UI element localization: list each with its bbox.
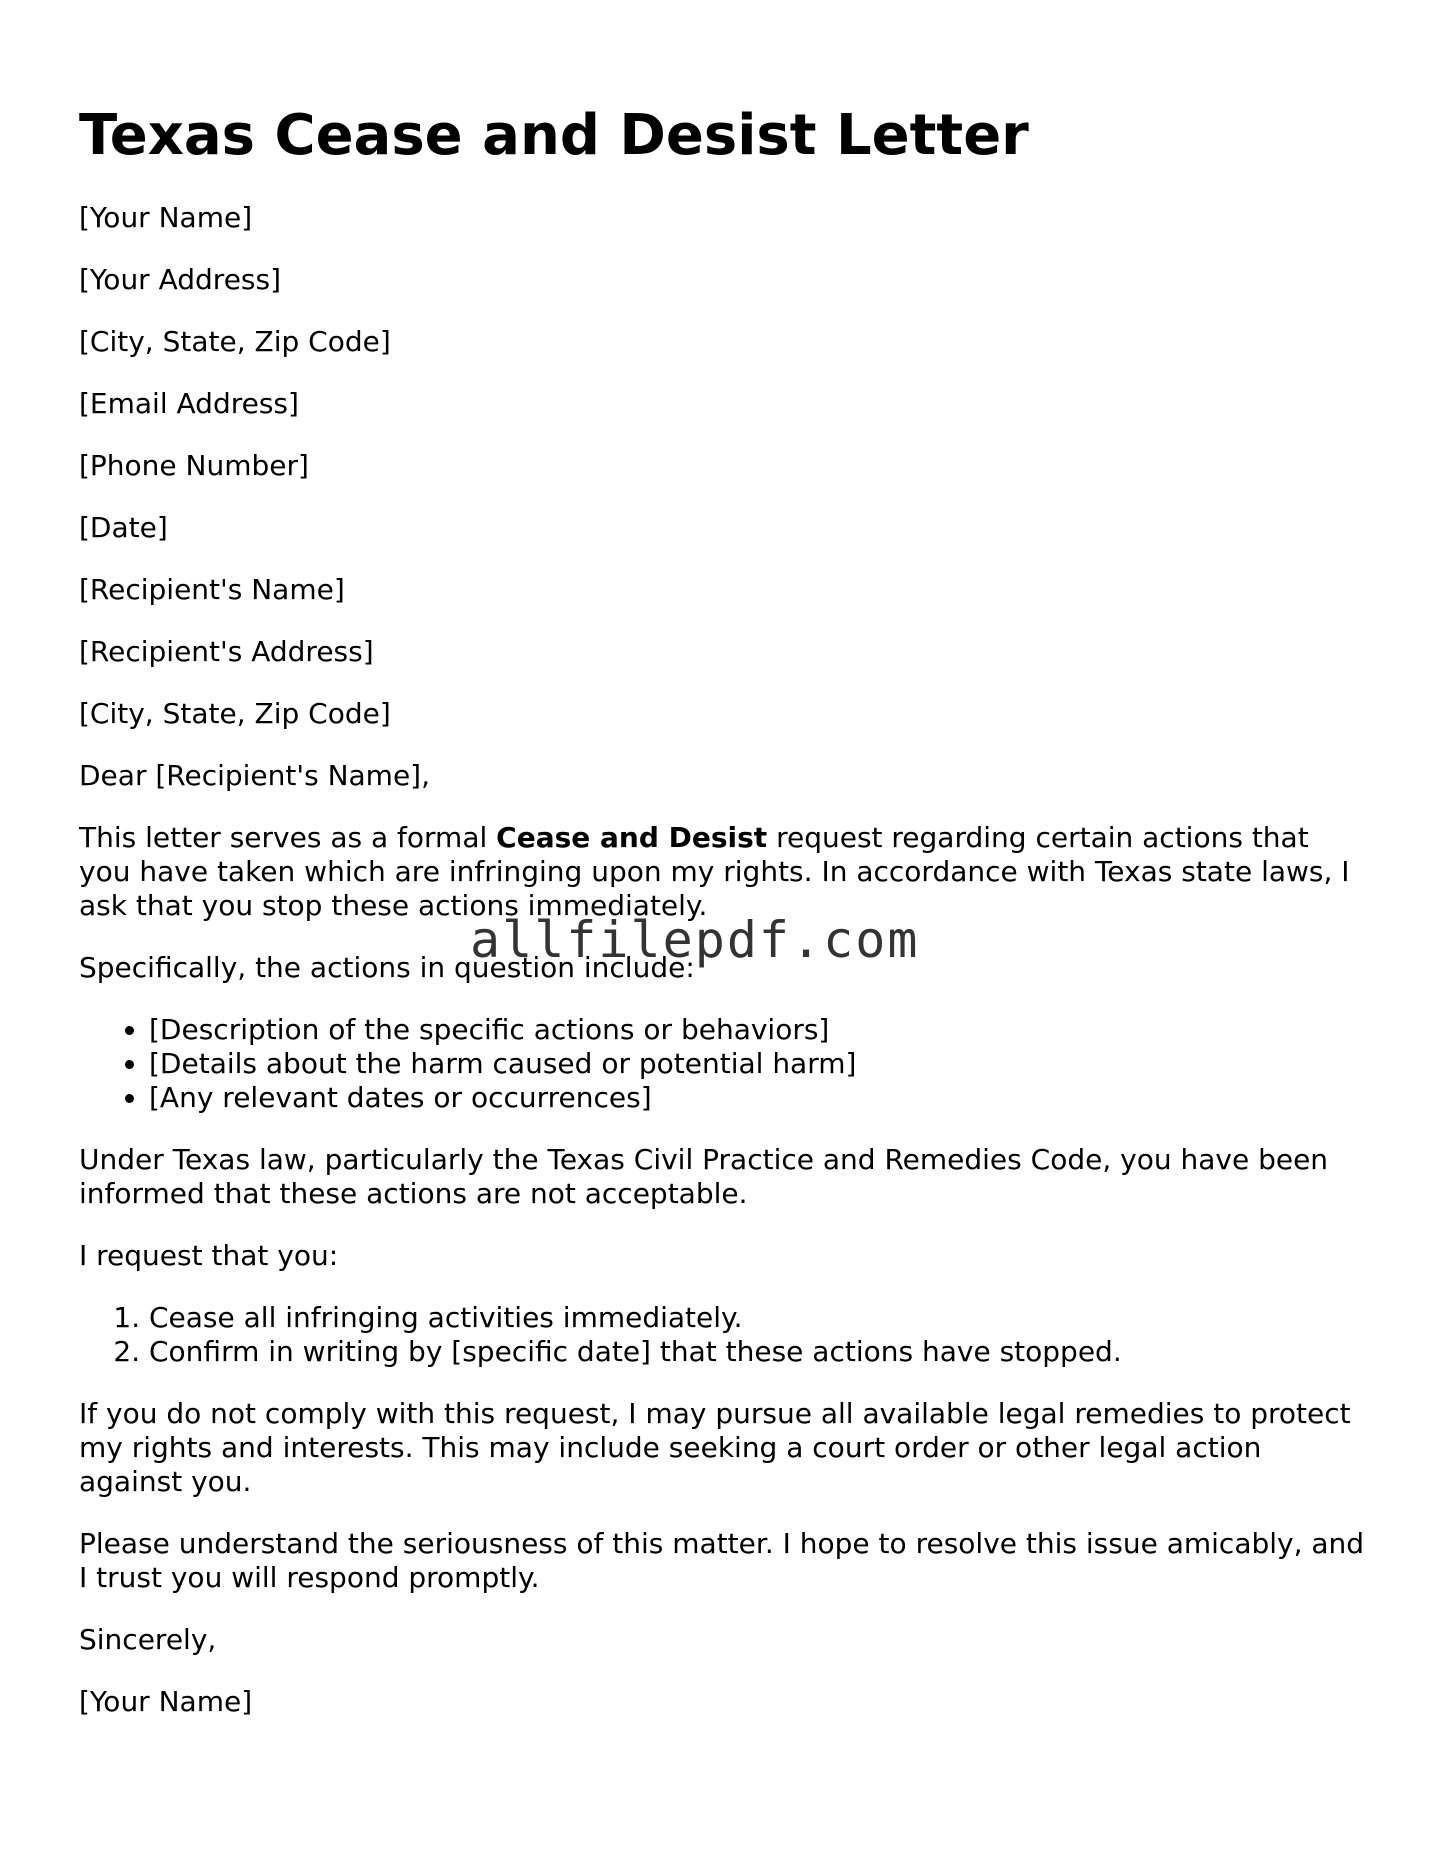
sender-address: [Your Address] [79,263,282,296]
sender-email: [Email Address] [79,387,299,420]
list-item: 1. Cease all infringing activities immediately. [149,1301,1369,1335]
sender-phone: [Phone Number] [79,449,309,482]
list-item: 2. Confirm in writing by [specific date] that these actions have stopped. [149,1335,1369,1369]
list-item: • [Any relevant dates or occurrences] [149,1081,1369,1115]
salutation: Dear [Recipient's Name], [79,759,430,792]
sign-off: Sincerely, [79,1623,217,1656]
document-title: Texas Cease and Desist Letter [79,103,1029,168]
intro-bold-text: Cease and Desist [496,821,768,854]
sender-name: [Your Name] [79,201,253,234]
list-item: • [Description of the specific actions or behaviors] [149,1013,1369,1047]
closing-paragraph: Please understand the seriousness of this matter. I hope to resolve this issue amicably, and I trust you will respond promptly. [79,1527,1365,1594]
intro-text-before: This letter serves as a formal [79,821,497,854]
intro-paragraph [79,821,1369,923]
law-paragraph: Under Texas law, particularly the Texas Civil Practice and Remedies Code, you have been informed that these actions are not acceptable. [79,1143,1329,1210]
actions-list [79,1013,1369,1115]
recipient-address: [Recipient's Address] [79,635,374,668]
recipient-city-state-zip: [City, State, Zip Code] [79,697,391,730]
actions-intro: Specifically, the actions in question include: [79,951,695,984]
watermark: allfilepdf.com [470,911,920,969]
request-intro: I request that you: [79,1239,339,1272]
requests-list [79,1301,1369,1369]
signature-name: [Your Name] [79,1685,253,1718]
intro-text-after: request regarding certain actions that you have taken which are infringing upon my rights. In accordance with Texas state laws, I ask that you stop these actions immediately. [79,821,1350,922]
list-item: • [Details about the harm caused or potential harm] [149,1047,1369,1081]
letter-date: [Date] [79,511,168,544]
letter-body [79,201,1369,1747]
recipient-name: [Recipient's Name] [79,573,345,606]
sender-city-state-zip: [City, State, Zip Code] [79,325,391,358]
consequence-paragraph: If you do not comply with this request, I may pursue all available legal remedies to protect my rights and interests. This may include seeking a court order or other legal action against you. [79,1397,1351,1498]
